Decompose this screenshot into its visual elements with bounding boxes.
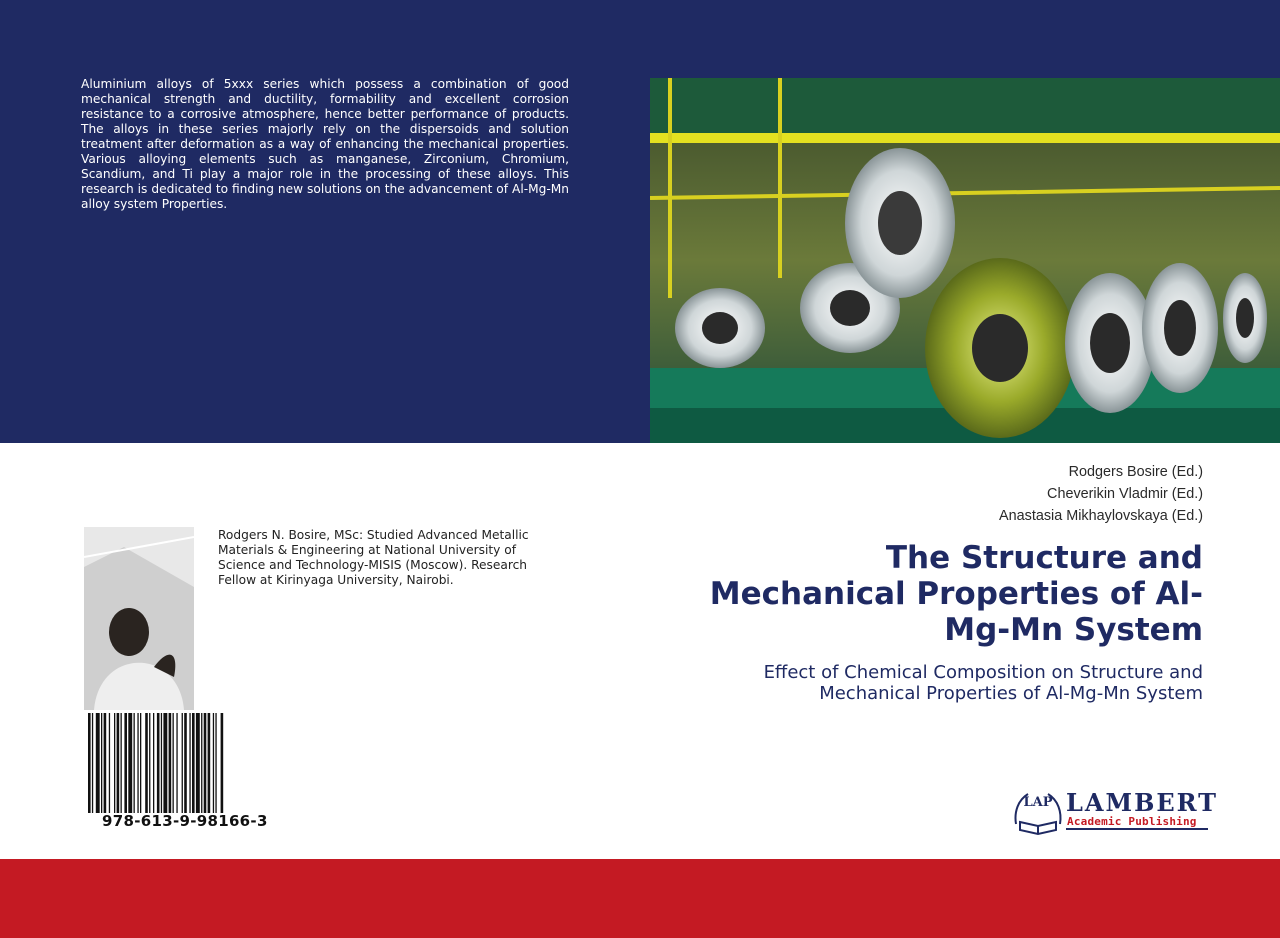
publisher-divider — [1066, 828, 1208, 830]
author-portrait — [84, 527, 194, 710]
barcode-bar — [221, 713, 224, 813]
barcode-bar — [88, 713, 91, 813]
barcode-bar — [161, 713, 162, 813]
editor-name: Cheverikin Vladmir (Ed.) — [1047, 486, 1203, 502]
barcode-bar — [114, 713, 115, 813]
editors-list — [999, 461, 1203, 527]
publisher-name: LAMBERT — [1066, 788, 1219, 817]
barcode-bar — [157, 713, 160, 813]
barcode-bar — [189, 713, 190, 813]
barcode-bar — [121, 713, 122, 813]
barcode-bar — [182, 713, 183, 813]
book-subtitle: Effect of Chemical Composition on Structure and Mechanical Properties of Al-Mg-Mn System — [763, 662, 1203, 704]
bottom-red-band — [0, 859, 1280, 938]
barcode-bar — [92, 713, 93, 813]
publisher-tagline: Academic Publishing — [1067, 815, 1197, 828]
steel-coils-photo — [650, 78, 1280, 443]
back-cover-blurb: Aluminium alloys of 5xxx series which possess a combination of good mechanical strength and ductility, formability and excellent corrosion resistance to a corrosive atmosphere, hence better performance of products. The alloys in these series majorly rely on the dispersoids and solution treatment after deformation as a way of enhancing the mechanical properties. Various alloying elements such as manganese, Zirconium, Chromium, Scandium, and Ti play a major role in the processing of these alloys. This research is dedicated to finding new solutions on the advancement of Al-Mg-Mn alloy system Properties. — [81, 77, 569, 211]
barcode-bar — [96, 713, 100, 813]
book-title: The Structure and Mechanical Properties of Al-Mg-Mn System — [709, 540, 1203, 648]
barcode-bar — [153, 713, 154, 813]
barcode-bar — [201, 713, 202, 813]
barcode-bar — [173, 713, 174, 813]
barcode-bar — [169, 713, 172, 813]
barcode-bar — [101, 713, 102, 813]
isbn-number: 978-613-9-98166-3 — [102, 812, 268, 830]
barcode-bar — [213, 713, 214, 813]
logo-badge-text: LAP — [1023, 795, 1053, 810]
barcode-bar — [137, 713, 138, 813]
barcode-bar — [196, 713, 200, 813]
barcode-bar — [124, 713, 127, 813]
barcode-bar — [104, 713, 107, 813]
editor-name: Anastasia Mikhaylovskaya (Ed.) — [999, 508, 1203, 524]
barcode-bar — [208, 713, 211, 813]
barcode-bar — [109, 713, 110, 813]
barcode-bar — [204, 713, 207, 813]
barcode-bar — [163, 713, 167, 813]
barcode-bar — [192, 713, 195, 813]
barcode-bar — [184, 713, 187, 813]
barcode-bar — [117, 713, 120, 813]
barcode-bar — [145, 713, 148, 813]
isbn-barcode — [88, 713, 268, 813]
barcode-bar — [149, 713, 150, 813]
barcode-bar — [176, 713, 177, 813]
barcode-bar — [134, 713, 135, 813]
barcode-bar — [140, 713, 141, 813]
barcode-bar — [215, 713, 216, 813]
editor-name: Rodgers Bosire (Ed.) — [1068, 464, 1203, 480]
barcode-bar — [128, 713, 132, 813]
author-bio: Rodgers N. Bosire, MSc: Studied Advanced Metallic Materials & Engineering at National University of Science and Technology-MISIS (Moscow). Research Fellow at Kirinyaga University, Nairobi. — [218, 528, 529, 587]
